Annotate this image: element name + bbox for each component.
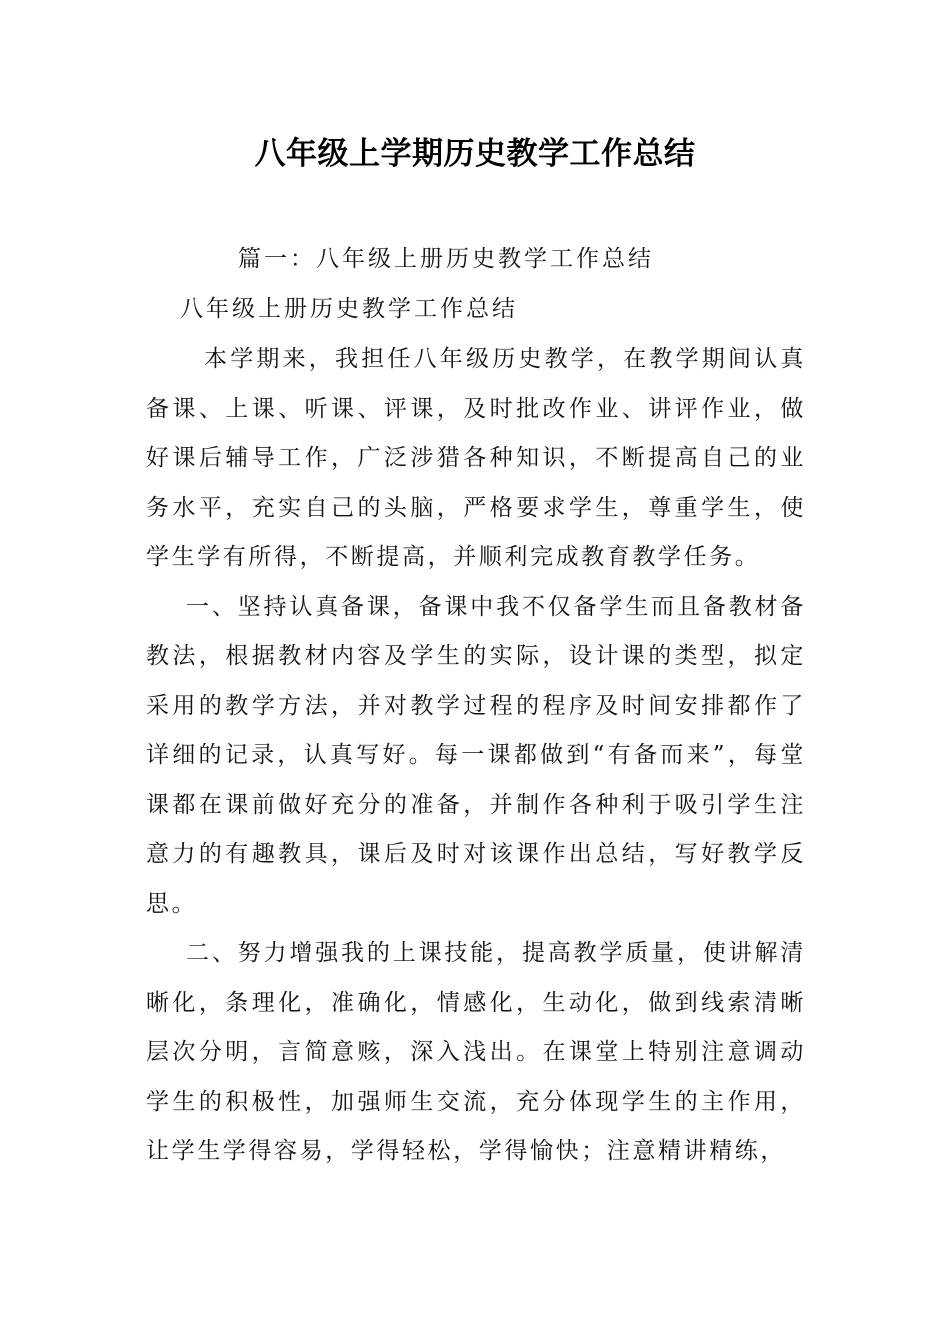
paragraph-point-one: 一、坚持认真备课，备课中我不仅备学生而且备教材备教法，根据教材内容及学生的实际，设计课的类型，拟定采用的教学方法，并对教学过程的程序及时间安排都作了详细的记录，认真写好。每一课都做到“有备而来”，每堂课都在课前做好充分的准备，并制作各种利于吸引学生注意力的有趣教具，课后及时对该课作出总结，写好教学反思。 — [146, 593, 806, 917]
document-title: 八年级上学期历史教学工作总结 — [254, 136, 696, 172]
body-text — [146, 335, 806, 1177]
paragraph-intro: 本学期来，我担任八年级历史教学，在教学期间认真备课、上课、听课、评课，及时批改作业、讲评作业，做好课后辅导工作，广泛涉猎各种知识，不断提高自己的业务水平，充实自己的头脑，严格要求学生，尊重学生，使学生学有所得，不断提高，并顺利完成教育教学任务。 — [146, 346, 806, 570]
paragraph-point-two: 二、努力增强我的上课技能，提高教学质量，使讲解清晰化，条理化，准确化，情感化，生动化，做到线索清晰层次分明，言简意赅，深入浅出。在课堂上特别注意调动学生的积极性，加强师生交流，充分体现学生的主作用，让学生学得容易，学得轻松，学得愉快；注意精讲精练， — [146, 940, 806, 1164]
section-heading: 八年级上册历史教学工作总结 — [180, 296, 518, 322]
document-subtitle: 篇一：八年级上册历史教学工作总结 — [238, 246, 654, 272]
